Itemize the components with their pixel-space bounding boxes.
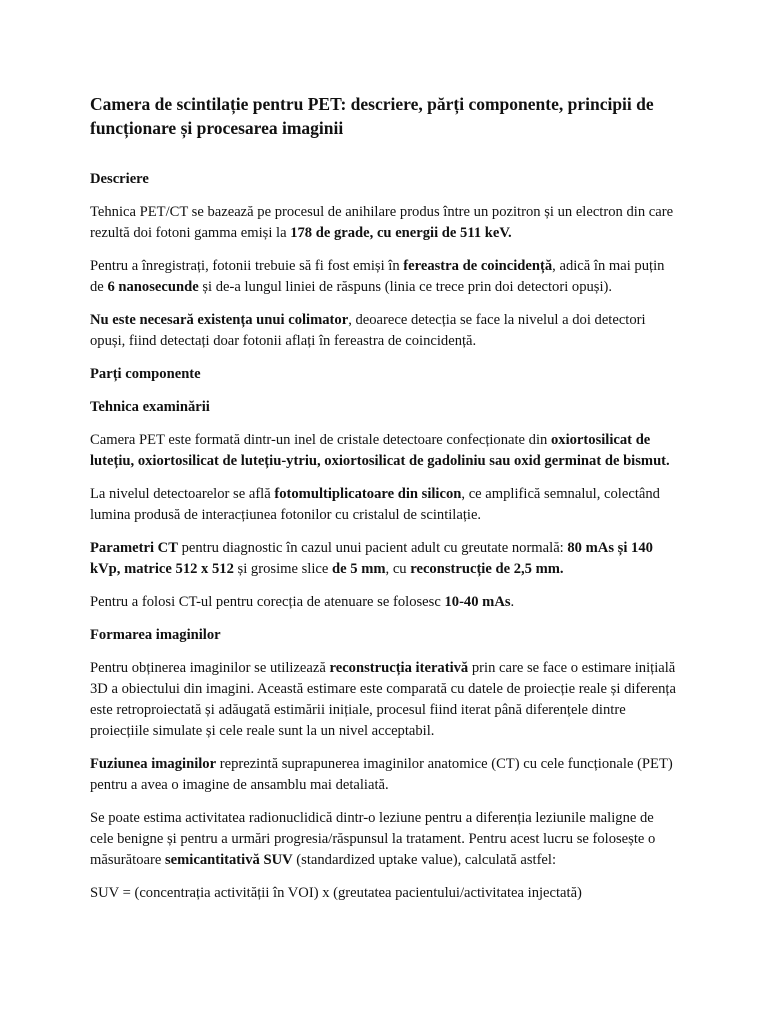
text: , deoarece detecția se face la nivelul a doi detectori opuși, fiind detectați doar fotonii aflați în fereastra de coincidență. bbox=[90, 312, 646, 349]
bold-text: Parametri CT bbox=[90, 540, 178, 556]
text: (standardized uptake value), calculată astfel: bbox=[292, 852, 557, 868]
heading-parti-componente: Parți componente bbox=[90, 366, 201, 382]
bold-text: 10-40 mAs bbox=[444, 594, 511, 610]
bold-text: semicantitativă SUV bbox=[164, 852, 293, 868]
text: și grosime slice bbox=[233, 561, 332, 577]
text: , adică în mai puțin de bbox=[90, 258, 665, 295]
paragraph-suv bbox=[90, 808, 678, 871]
bold-text: de 5 mm bbox=[332, 561, 386, 577]
bold-text: Nu este necesară existența unui colimator bbox=[90, 312, 349, 328]
heading-tehnica-examinarii: Tehnica examinării bbox=[90, 399, 210, 415]
bold-text: reconstrucție de 2,5 mm. bbox=[410, 561, 564, 577]
paragraph-fereastra bbox=[90, 256, 678, 298]
text: și de-a lungul liniei de răspuns (linia ce trece prin doi detectori opuși). bbox=[198, 279, 613, 295]
bold-text: fotomultiplicatoare din silicon bbox=[274, 486, 462, 502]
bold-text: oxiortosilicat de lutețiu, oxiortosilicat de lutețiu-ytriu, oxiortosilicat de gadoliniu sau oxid germinat de bismut. bbox=[90, 432, 670, 469]
paragraph-fuziune bbox=[90, 754, 678, 796]
text: reprezintă suprapunerea imaginilor anatomice (CT) cu cele funcționale (PET) pentru a avea o imagine de ansamblu mai detaliată. bbox=[90, 756, 673, 793]
paragraph-reconstructie bbox=[90, 658, 678, 742]
heading-descriere: Descriere bbox=[90, 171, 149, 187]
paragraph-parametri-ct bbox=[90, 538, 678, 580]
paragraph-fotomultiplicatoare bbox=[90, 484, 678, 526]
bold-text: reconstrucția iterativă bbox=[329, 660, 469, 676]
text: pentru diagnostic în cazul unui pacient adult cu greutate normală: bbox=[177, 540, 568, 556]
paragraph-atenuare bbox=[90, 592, 678, 613]
suv-formula: SUV = (concentrația activității în VOI) x (greutatea pacientului/activitatea injectată) bbox=[90, 885, 582, 901]
bold-text: Fuziunea imaginilor bbox=[90, 756, 217, 772]
heading-formarea-imaginilor: Formarea imaginilor bbox=[90, 627, 221, 643]
text: La nivelul detectoarelor se află bbox=[90, 486, 275, 502]
bold-text: fereastra de coincidență bbox=[403, 258, 553, 274]
bold-text: 178 de grade, cu energii de 511 keV. bbox=[290, 225, 512, 241]
text: . bbox=[510, 594, 515, 610]
paragraph-colimator bbox=[90, 310, 678, 352]
document-title: Camera de scintilație pentru PET: descriere, părți componente, principii de funcționare și procesarea imaginii bbox=[90, 94, 654, 138]
bold-text: 80 mAs și 140 kVp, matrice 512 x 512 bbox=[90, 540, 653, 577]
paragraph-cristale bbox=[90, 430, 678, 472]
text: Se poate estima activitatea radionuclidică dintr-o leziune pentru a diferenția leziunile maligne de cele benigne și pentru a urmări progresia/răspunsul la tratament. Pentru acest lucru se folosește o măsurătoare bbox=[90, 810, 656, 868]
text: Camera PET este formată dintr-un inel de cristale detectoare confecționate din bbox=[90, 432, 551, 448]
bold-text: 6 nanosecunde bbox=[107, 279, 199, 295]
text: prin care se face o estimare inițială 3D a obiectului din imagini. Această estimare este comparată cu datele de proiecție reale și diferența este retroproiectată și adăugată estimării inițiale, procesul fiind iterat până diferențele dintre proiecțiile simulate și cele reale sunt la un nivel acceptabil. bbox=[90, 660, 676, 739]
text: , cu bbox=[385, 561, 411, 577]
text: Pentru a înregistrați, fotonii trebuie să fi fost emiși în bbox=[90, 258, 404, 274]
text: Pentru a folosi CT-ul pentru corecția de atenuare se folosesc bbox=[90, 594, 445, 610]
paragraph-anihilare bbox=[90, 202, 678, 244]
text: , ce amplifică semnalul, colectând lumina produsă de interacțiunea fotonilor cu cristalul de scintilație. bbox=[90, 486, 660, 523]
text: Tehnica PET/CT se bazează pe procesul de anihilare produs între un pozitron și un electron din care rezultă doi fotoni gamma emiși la bbox=[90, 204, 674, 241]
text: Pentru obținerea imaginilor se utilizează bbox=[90, 660, 330, 676]
